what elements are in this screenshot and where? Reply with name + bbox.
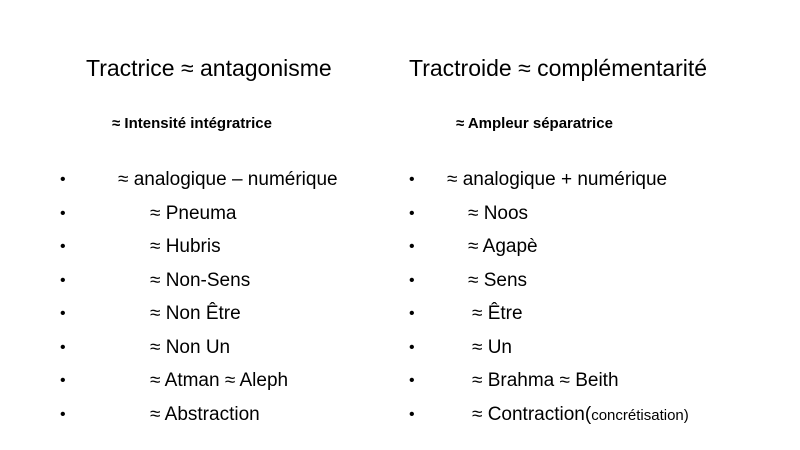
list-item-text: ≈ Être [472, 303, 523, 324]
right-title: Tractroide ≈ complémentarité [409, 55, 708, 81]
list-item-text: ≈ Brahma ≈ Beith [472, 370, 619, 391]
list-item-text: ≈ Non Un [150, 336, 231, 358]
bullet-icon: • [409, 372, 415, 389]
list-item-text: ≈ Agapè [468, 236, 538, 257]
bullet-icon: • [60, 405, 66, 423]
left-subtitle: ≈ Intensité intégratrice [112, 115, 272, 132]
bullet-icon: • [60, 171, 66, 188]
list-item-text: ≈ analogique – numérique [118, 169, 338, 190]
list-item-text: ≈ Sens [468, 269, 528, 291]
list-item-text: ≈ Abstraction [150, 403, 260, 425]
bullet-icon: • [409, 405, 415, 423]
left-title: Tractrice ≈ antagonisme [86, 55, 332, 81]
bullet-icon: • [60, 238, 66, 255]
list-item-text: ≈ Pneuma [150, 202, 237, 224]
bullet-icon: • [60, 338, 66, 356]
bullet-icon: • [409, 204, 415, 222]
list-item-text [472, 400, 689, 431]
bullet-icon: • [409, 271, 415, 289]
list-item-suffix-text: concrétisation) [591, 406, 689, 424]
list-item-text: ≈ analogique + numérique [447, 169, 668, 190]
bullet-icon: • [409, 238, 415, 255]
bullet-icon: • [409, 338, 415, 356]
list-item-text: ≈ Non-Sens [150, 269, 251, 291]
right-subtitle: ≈ Ampleur séparatrice [456, 115, 613, 132]
bullet-icon: • [409, 305, 415, 322]
list-item-text: ≈ Noos [468, 202, 529, 224]
bullet-icon: • [60, 204, 66, 222]
list-item-text: ≈ Un [472, 336, 512, 358]
bullet-icon: • [409, 171, 415, 188]
bullet-icon: • [60, 305, 66, 322]
list-item-text: ≈ Atman ≈ Aleph [150, 370, 289, 391]
list-item-text: ≈ Non Être [150, 303, 241, 324]
list-item-text: ≈ Hubris [150, 236, 221, 257]
bullet-icon: • [60, 271, 66, 289]
bullet-icon: • [60, 372, 66, 389]
list-item-main-text: ≈ Contraction( [472, 403, 592, 425]
